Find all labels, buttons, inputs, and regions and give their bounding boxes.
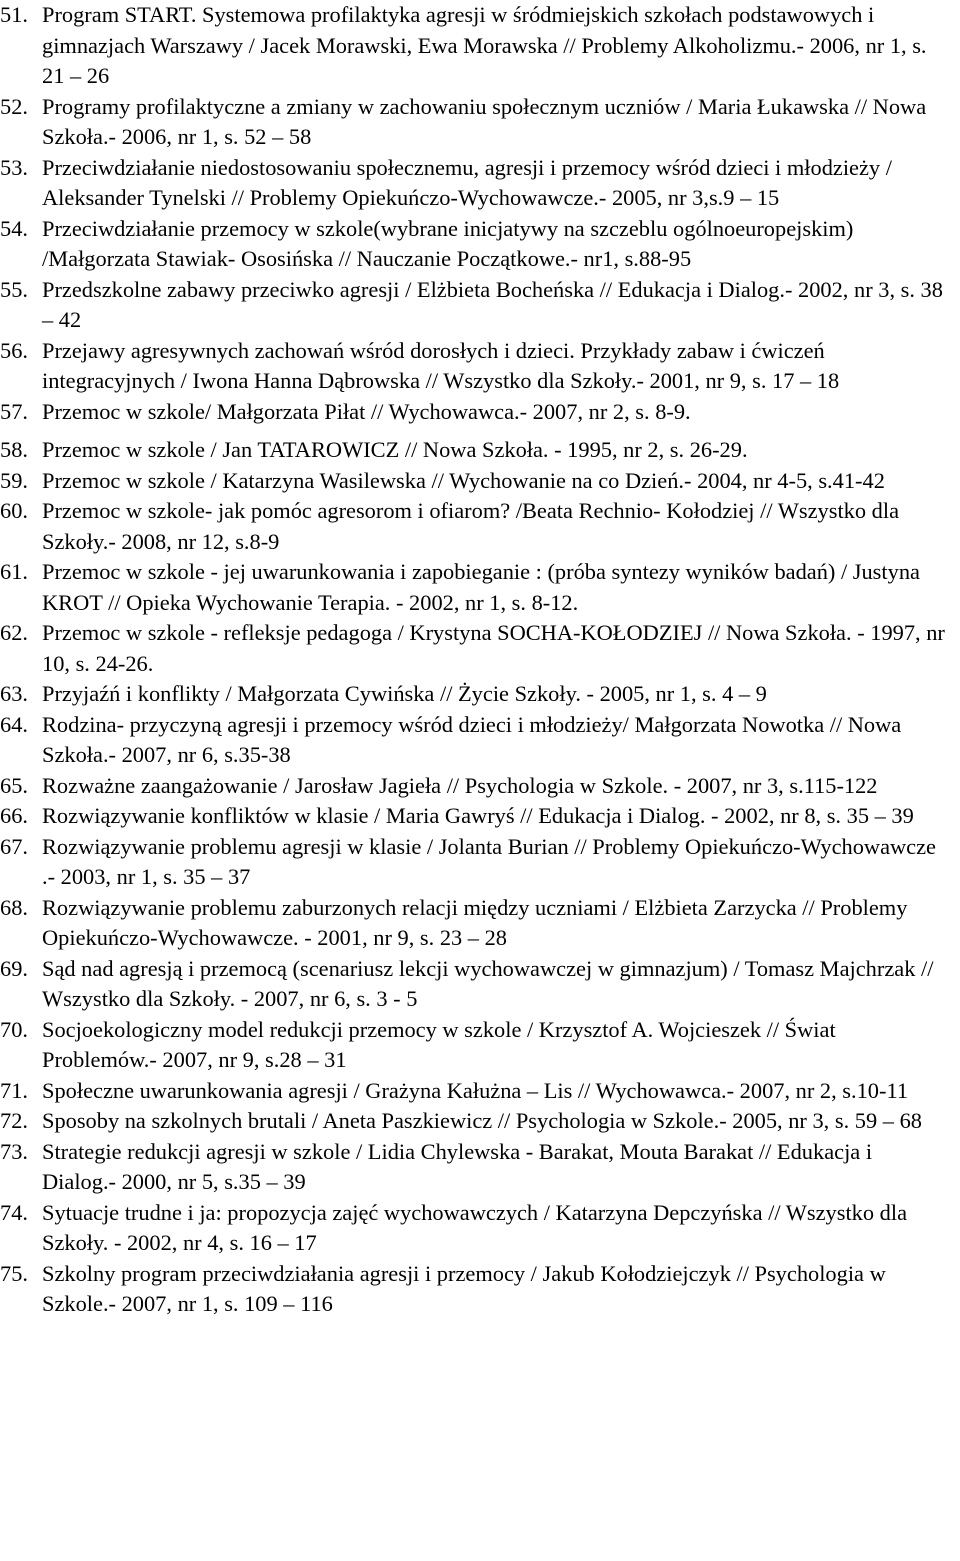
bibliography-entry xyxy=(0,0,948,92)
entry-text: Przejawy agresywnych zachowań wśród dorosłych i dzieci. Przykłady zabaw i ćwiczeń integracyjnych / Iwona Hanna Dąbrowska // Wszystko dla Szkoły.- 2001, nr 9, s. 17 – 18 xyxy=(42,337,840,393)
bibliography-entry xyxy=(0,801,948,832)
entry-number: 59. xyxy=(0,467,28,493)
bibliography-entry xyxy=(0,557,948,618)
entry-text: Przemoc w szkole/ Małgorzata Piłat // Wychowawca.- 2007, nr 2, s. 8-9. xyxy=(42,398,691,424)
bibliography-entry xyxy=(0,92,948,153)
bibliography-entry xyxy=(0,1137,948,1198)
entry-number: 66. xyxy=(0,803,28,828)
entry-text: Przemoc w szkole / Jan TATAROWICZ // Nowa Szkoła. - 1995, nr 2, s. 26-29. xyxy=(42,437,748,462)
entry-number: 61. xyxy=(0,559,28,584)
entry-number: 71. xyxy=(0,1077,28,1103)
entry-number: 52. xyxy=(0,93,28,119)
bibliography-entry xyxy=(0,466,948,497)
entry-text: Przemoc w szkole- jak pomóc agresorom i ofiarom? /Beata Rechnio- Kołodziej // Wszystko dla Szkoły.- 2008, nr 12, s.8-9 xyxy=(42,498,900,554)
bibliography-entry xyxy=(0,771,948,802)
bibliography-entry xyxy=(0,618,948,679)
bibliography-entry xyxy=(0,435,948,466)
entry-text: Sytuacje trudne i ja: propozycja zajęć wychowawczych / Katarzyna Depczyńska // Wszystko dla Szkoły. - 2002, nr 4, s. 16 – 17 xyxy=(42,1199,908,1255)
bibliography-entry xyxy=(0,710,948,771)
entry-number: 69. xyxy=(0,955,28,981)
entry-text: Szkolny program przeciwdziałania agresji i przemocy / Jakub Kołodziejczyk // Psychologia w Szkole.- 2007, nr 1, s. 109 – 116 xyxy=(42,1260,886,1316)
bibliography-entry xyxy=(0,954,948,1015)
bibliography-entry xyxy=(0,275,948,336)
bibliography-entry xyxy=(0,832,948,893)
entry-number: 60. xyxy=(0,498,28,523)
bibliography-entry xyxy=(0,496,948,557)
entry-number: 56. xyxy=(0,337,28,363)
entry-number: 62. xyxy=(0,620,28,645)
bibliography-entry xyxy=(0,1015,948,1076)
entry-text: Rozwiązywanie problemu agresji w klasie / Jolanta Burian // Problemy Opiekuńczo-Wychowawcze .- 2003, nr 1, s. 35 – 37 xyxy=(42,833,936,889)
entry-text: Przemoc w szkole - jej uwarunkowania i zapobieganie : (próba syntezy wyników badań) / Justyna KROT // Opieka Wychowanie Terapia. - 2002, nr 1, s. 8-12. xyxy=(42,559,920,615)
bibliography-entry xyxy=(0,893,948,954)
entry-number: 68. xyxy=(0,894,28,920)
entry-text: Rozważne zaangażowanie / Jarosław Jagieła // Psychologia w Szkole. - 2007, nr 3, s.115-122 xyxy=(42,772,878,798)
entry-text: Społeczne uwarunkowania agresji / Grażyna Kałużna – Lis // Wychowawca.- 2007, nr 2, s.10-11 xyxy=(42,1077,909,1103)
entry-number: 70. xyxy=(0,1016,28,1042)
entry-number: 73. xyxy=(0,1138,28,1164)
bibliography-entry xyxy=(0,153,948,214)
entry-text: Sposoby na szkolnych brutali / Aneta Paszkiewicz // Psychologia w Szkole.- 2005, nr 3, s. 59 – 68 xyxy=(42,1108,922,1133)
entry-number: 53. xyxy=(0,154,28,180)
entry-number: 64. xyxy=(0,711,28,737)
entry-number: 54. xyxy=(0,215,28,241)
bibliography-entry xyxy=(0,679,948,710)
entry-text: Przeciwdziałanie niedostosowaniu społecznemu, agresji i przemocy wśród dzieci i młodzieży / Aleksander Tynelski // Problemy Opiekuńczo-Wychowawcze.- 2005, nr 3,s.9 – 15 xyxy=(42,154,892,210)
entry-number: 65. xyxy=(0,772,28,798)
entry-text: Przedszkolne zabawy przeciwko agresji / Elżbieta Bocheńska // Edukacja i Dialog.- 2002, nr 3, s. 38 – 42 xyxy=(42,276,943,332)
entry-text: Przemoc w szkole - refleksje pedagoga / Krystyna SOCHA-KOŁODZIEJ // Nowa Szkoła. - 1997, nr 10, s. 24-26. xyxy=(42,620,945,676)
entry-number: 67. xyxy=(0,833,28,859)
entry-text: Program START. Systemowa profilaktyka agresji w śródmiejskich szkołach podstawowych i gimnazjach Warszawy / Jacek Morawski, Ewa Morawska // Problemy Alkoholizmu.- 2006, nr 1, s. 21 – 26 xyxy=(42,2,927,88)
entry-text: Przemoc w szkole / Katarzyna Wasilewska // Wychowanie na co Dzień.- 2004, nr 4-5, s.41-42 xyxy=(42,467,885,493)
entry-text: Programy profilaktyczne a zmiany w zachowaniu społecznym uczniów / Maria Łukawska // Nowa Szkoła.- 2006, nr 1, s. 52 – 58 xyxy=(42,93,927,149)
entry-number: 51. xyxy=(0,2,28,27)
entry-number: 58. xyxy=(0,437,28,462)
entry-text: Socjoekologiczny model redukcji przemocy w szkole / Krzysztof A. Wojcieszek // Świat Problemów.- 2007, nr 9, s.28 – 31 xyxy=(42,1016,836,1072)
entry-number: 72. xyxy=(0,1108,28,1133)
entry-text: Rodzina- przyczyną agresji i przemocy wśród dzieci i młodzieży/ Małgorzata Nowotka // Nowa Szkoła.- 2007, nr 6, s.35-38 xyxy=(42,711,902,767)
bibliography-entry xyxy=(0,1106,948,1137)
entry-text: Przyjaźń i konflikty / Małgorzata Cywińska // Życie Szkoły. - 2005, nr 1, s. 4 – 9 xyxy=(42,681,767,706)
entry-number: 57. xyxy=(0,398,28,424)
entry-number: 55. xyxy=(0,276,28,302)
entry-number: 74. xyxy=(0,1199,28,1225)
entry-number: 75. xyxy=(0,1260,28,1286)
entry-number: 63. xyxy=(0,681,28,706)
bibliography-entry xyxy=(0,397,948,428)
entry-text: Przeciwdziałanie przemocy w szkole(wybrane inicjatywy na szczeblu ogólnoeuropejskim) /Małgorzata Stawiak- Ososińska // Nauczanie Początkowe.- nr1, s.88-95 xyxy=(42,215,854,271)
entry-text: Rozwiązywanie konfliktów w klasie / Maria Gawryś // Edukacja i Dialog. - 2002, nr 8, s. 35 – 39 xyxy=(42,803,914,828)
bibliography-entry xyxy=(0,336,948,397)
bibliography-entry xyxy=(0,214,948,275)
entry-text: Strategie redukcji agresji w szkole / Lidia Chylewska - Barakat, Mouta Barakat // Edukacja i Dialog.- 2000, nr 5, s.35 – 39 xyxy=(42,1138,873,1194)
entry-text: Rozwiązywanie problemu zaburzonych relacji między uczniami / Elżbieta Zarzycka // Problemy Opiekuńczo-Wychowawcze. - 2001, nr 9, s. 23 – 28 xyxy=(42,894,908,950)
entry-text: Sąd nad agresją i przemocą (scenariusz lekcji wychowawczej w gimnazjum) / Tomasz Majchrzak // Wszystko dla Szkoły. - 2007, nr 6, s. 3 - 5 xyxy=(42,955,934,1011)
bibliography-entry xyxy=(0,1076,948,1107)
bibliography-entry xyxy=(0,1198,948,1259)
bibliography-entry xyxy=(0,1259,948,1320)
